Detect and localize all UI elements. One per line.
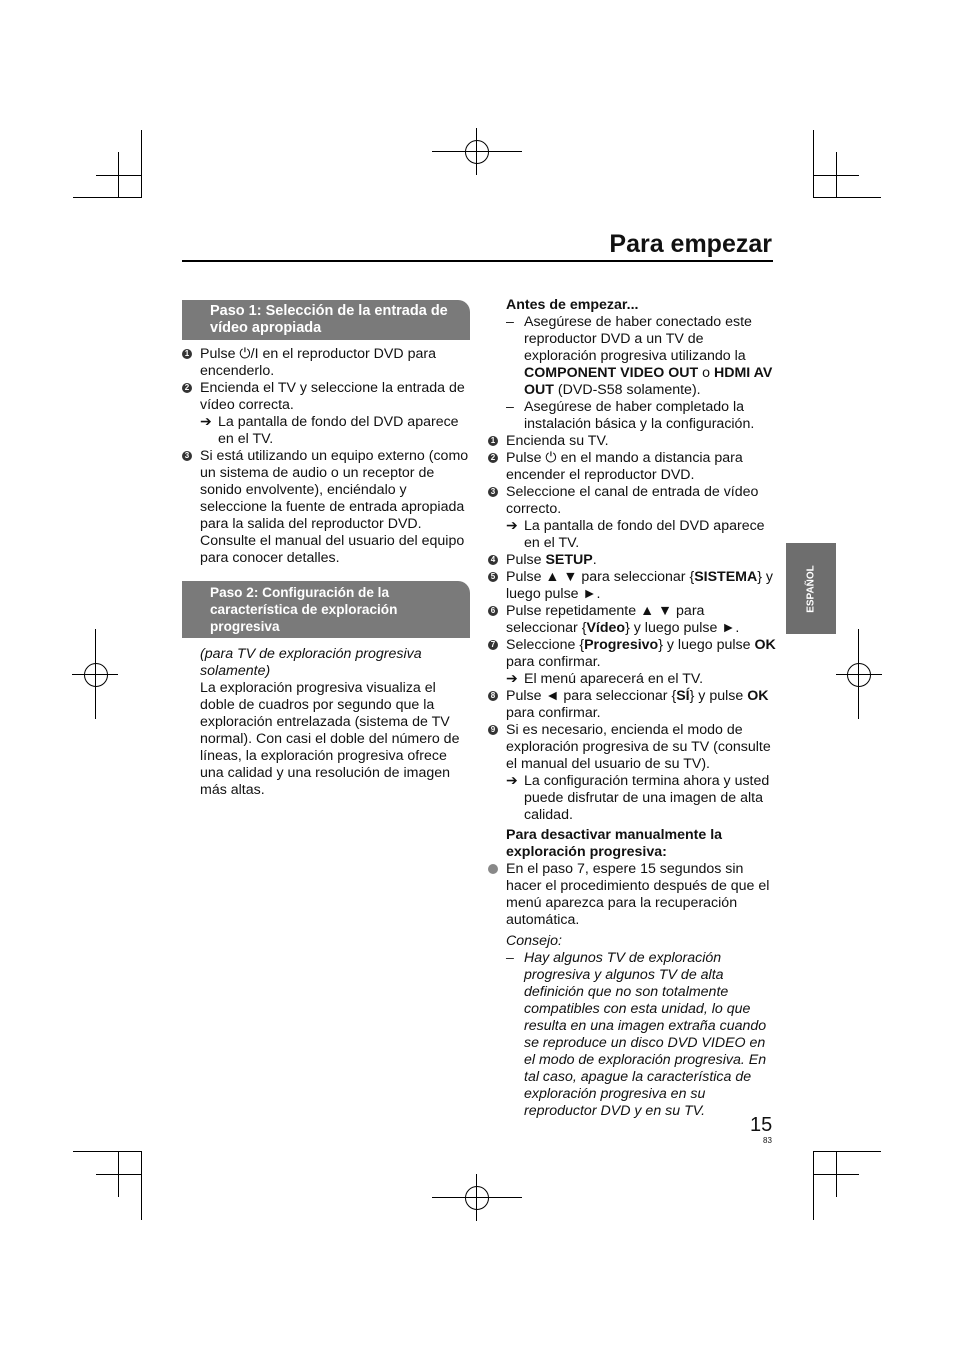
step-text: Encienda su TV. <box>506 433 609 449</box>
text-run: Pulse <box>506 552 546 568</box>
language-tab <box>786 543 836 634</box>
step-item <box>182 346 470 380</box>
step-item <box>182 380 470 414</box>
text-run: SETUP <box>545 552 593 568</box>
dash-item <box>488 314 780 399</box>
section-heading-step2: Paso 2: Configuración de la característica de exploración progresiva <box>182 581 470 638</box>
text-run: } y pulse <box>689 688 748 704</box>
dash-marker: – <box>506 314 514 330</box>
step-item <box>182 448 470 567</box>
step-text: Pulse ⏻/I en el reproductor DVD para encenderlo. <box>200 346 436 379</box>
result-text: La pantalla de fondo del DVD aparece en el TV. <box>524 518 765 551</box>
section-heading-step1: Paso 1: Selección de la entrada de vídeo apropiada <box>182 300 470 340</box>
step-text: Si está utilizando un equipo externo (como un sistema de audio o un receptor de sonido envolvente), enciéndalo y seleccione la fuente de entrada apropiada para la salida del reproductor DVD. Consulte el manual del usuario del equipo para conocer detalles. <box>200 448 469 566</box>
result-text: El menú aparecerá en el TV. <box>524 671 704 687</box>
step-number: 1 <box>488 436 498 446</box>
tip-text: Hay algunos TV de exploración progresiva y algunos TV de alta definición que no son totalmente compatibles con esta unidad, lo que resulta en una imagen extraña cuando se reproduce un disco DVD VIDEO en el modo de exploración progresiva. En tal caso, apague la característica de exploración progresiva en su reproductor DVD y en su TV. <box>524 950 767 1119</box>
dash-marker: – <box>506 399 514 415</box>
step-number: 1 <box>182 349 192 359</box>
step-item <box>488 688 780 722</box>
step-text: Pulse ⏻ en el mando a distancia para encender el reproductor DVD. <box>506 450 743 483</box>
dash-marker: – <box>506 950 514 966</box>
language-tab-label: ESPAÑOL <box>805 564 817 613</box>
step-number: 6 <box>488 606 498 616</box>
text-run: Pulse repetidamente ▲ ▼ para seleccionar { <box>506 603 705 636</box>
text-run: } y luego pulse <box>658 637 755 653</box>
step-number: 3 <box>182 451 192 461</box>
arrow-icon: ➔ <box>506 518 518 534</box>
subheading-before: Antes de empezar... <box>506 297 639 313</box>
text-run: Progresivo <box>584 637 659 653</box>
page-title: Para empezar <box>609 230 772 258</box>
text-run: Seleccione { <box>506 637 585 653</box>
result-note <box>182 414 470 448</box>
text-run: OK <box>754 637 776 653</box>
step-item <box>488 450 780 484</box>
step-number: 2 <box>488 453 498 463</box>
step-item <box>488 569 780 603</box>
step-number: 3 <box>488 487 498 497</box>
dash-item <box>488 399 780 433</box>
bullet-text: En el paso 7, espere 15 segundos sin hacer el procedimiento después de que el menú aparezca para la recuperación automática. <box>506 861 770 928</box>
text-run: } y luego pulse ►. <box>506 569 774 602</box>
page-number: 15 <box>750 1114 773 1136</box>
step-item <box>488 637 780 671</box>
step-text: Si es necesario, encienda el modo de exploración progresiva de su TV (consulte el manual del usuario de su TV). <box>506 722 771 772</box>
step-number: 4 <box>488 555 498 565</box>
text-run: Pulse ▲ ▼ para seleccionar { <box>506 569 695 585</box>
text-run: SISTEMA <box>694 569 758 585</box>
text-run: . <box>592 552 597 568</box>
body-paragraph: La exploración progresiva visualiza el doble de cuadros por segundo que la exploración entrelazada (sistema de TV normal). Con casi el doble del número de líneas, la exploración progresiva ofrece una calidad y una resolución de imagen más altas. <box>200 680 460 798</box>
step-number: 8 <box>488 691 498 701</box>
result-text: La configuración termina ahora y usted puede disfrutar de una imagen de alta calidad. <box>524 773 770 823</box>
bullet-dot <box>488 864 498 874</box>
step-item <box>488 722 780 773</box>
step-text: Encienda el TV y seleccione la entrada de vídeo correcta. <box>200 380 465 413</box>
step-item <box>488 484 780 518</box>
text-run: OK <box>747 688 769 704</box>
text-run: Vídeo <box>586 620 626 636</box>
step-item <box>488 433 780 450</box>
left-column <box>182 300 470 799</box>
text-run: para confirmar. <box>506 705 601 721</box>
right-column <box>488 297 780 1120</box>
step-number: 9 <box>488 725 498 735</box>
result-note <box>488 518 780 552</box>
step-text: Seleccione el canal de entrada de vídeo correcto. <box>506 484 759 517</box>
step-number: 7 <box>488 640 498 650</box>
arrow-icon: ➔ <box>200 414 212 430</box>
result-note <box>488 671 780 688</box>
text-run: SÍ <box>676 688 690 704</box>
scope-note: (para TV de exploración progresiva solamente) <box>200 646 422 679</box>
text-run: COMPONENT VIDEO OUT <box>524 365 699 381</box>
arrow-icon: ➔ <box>506 671 518 687</box>
text-run: o <box>698 365 714 381</box>
step-number: 2 <box>182 383 192 393</box>
text-run: Pulse ◄ para seleccionar { <box>506 688 677 704</box>
text-run: Asegúrese de haber conectado este reproductor DVD a un TV de exploración progresiva utilizando la <box>524 314 752 364</box>
page-subnumber: 83 <box>763 1136 772 1145</box>
step-item <box>488 552 780 569</box>
result-note <box>488 773 780 824</box>
step-number: 5 <box>488 572 498 582</box>
step-item <box>488 603 780 637</box>
result-text: La pantalla de fondo del DVD aparece en el TV. <box>218 414 459 447</box>
title-divider <box>182 260 773 262</box>
arrow-icon: ➔ <box>506 773 518 789</box>
tip-item <box>488 950 780 1120</box>
text-run: Asegúrese de haber completado la instalación básica y la configuración. <box>524 399 755 432</box>
text-run: (DVD-S58 solamente). <box>553 382 701 398</box>
text-run: HDMI AV OUT <box>524 365 773 398</box>
text-run: para confirmar. <box>506 654 601 670</box>
text-run: } y luego pulse ►. <box>625 620 740 636</box>
bullet-item <box>488 861 780 929</box>
subheading-deactivate: Para desactivar manualmente la exploración progresiva: <box>506 827 723 860</box>
tip-heading: Consejo: <box>506 933 562 949</box>
